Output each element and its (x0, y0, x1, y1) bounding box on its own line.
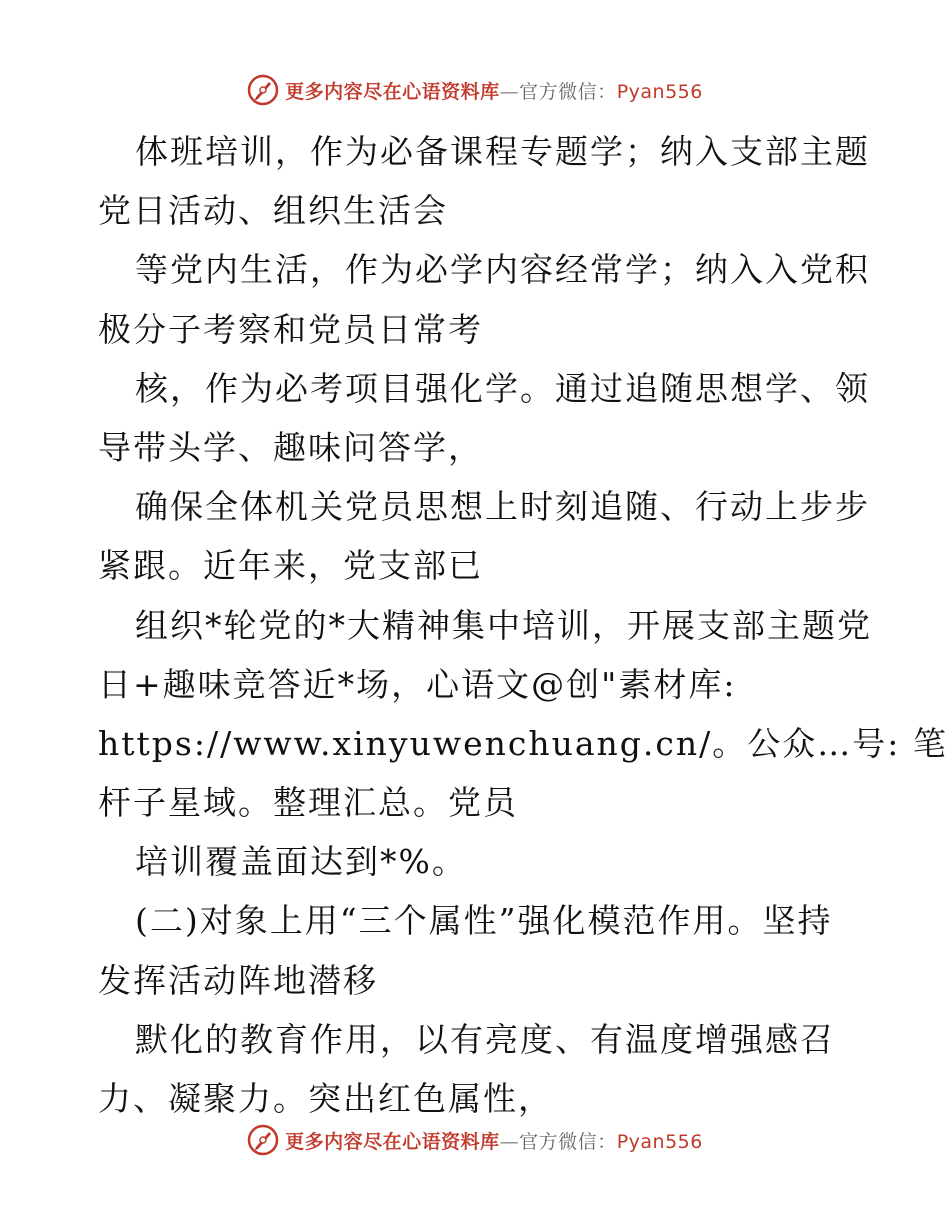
header-watermark-banner (0, 70, 950, 110)
paragraph-line: 核，作为必考项目强化学。通过追随思想学、领 (135, 368, 870, 408)
document-body (98, 122, 948, 1128)
banner-official-label: 官方微信： (519, 1130, 617, 1153)
paragraph-line: 等党内生活，作为必学内容经常学；纳入入党积 (135, 250, 870, 290)
header-banner-text (285, 77, 703, 104)
paragraph-line: 紧跟。近年来，党支部已 (98, 546, 483, 586)
paragraph-line: 体班培训，作为必备课程专题学；纳入支部主题 (135, 132, 870, 171)
paragraph-line: 杆子星域。整理汇总。党员 (98, 783, 518, 823)
quill-logo-icon (247, 74, 279, 106)
banner-title: 更多内容尽在心语资料库 (285, 80, 500, 103)
paragraph-line: 党日活动、组织生活会 (98, 191, 448, 231)
footer-banner-text (285, 1127, 703, 1154)
banner-dash: — (499, 80, 520, 103)
paragraph-line: 发挥活动阵地潜移 (98, 960, 378, 1000)
banner-wechat-id: Pyan556 (616, 80, 703, 103)
paragraph-line: 确保全体机关党员思想上时刻追随、行动上步步 (135, 487, 870, 527)
footer-watermark-banner (0, 1120, 950, 1160)
banner-title: 更多内容尽在心语资料库 (285, 1130, 500, 1153)
paragraph-line: 力、凝聚力。突出红色属性， (98, 1079, 553, 1118)
paragraph-line: 默化的教育作用，以有亮度、有温度增强感召 (135, 1019, 835, 1059)
paragraph-line: 导带头学、趣味问答学， (98, 427, 483, 467)
banner-dash: — (499, 1130, 520, 1153)
banner-wechat-id: Pyan556 (616, 1130, 703, 1153)
paragraph-line: 日+趣味竞答近*场，心语文@创"素材库: (98, 664, 737, 704)
paragraph-line: 培训覆盖面达到*%。 (135, 842, 467, 882)
paragraph-line: 组织*轮党的*大精神集中培训，开展支部主题党 (135, 605, 872, 645)
banner-official-label: 官方微信： (519, 80, 617, 103)
paragraph-line: (二)对象上用“三个属性”强化模范作用。坚持 (135, 901, 833, 941)
paragraph-line: 极分子考察和党员日常考 (98, 309, 483, 349)
paragraph-line: https://www.xinyuwenchuang.cn/。公众…号: 笔 (98, 723, 948, 763)
quill-logo-icon (247, 1124, 279, 1156)
